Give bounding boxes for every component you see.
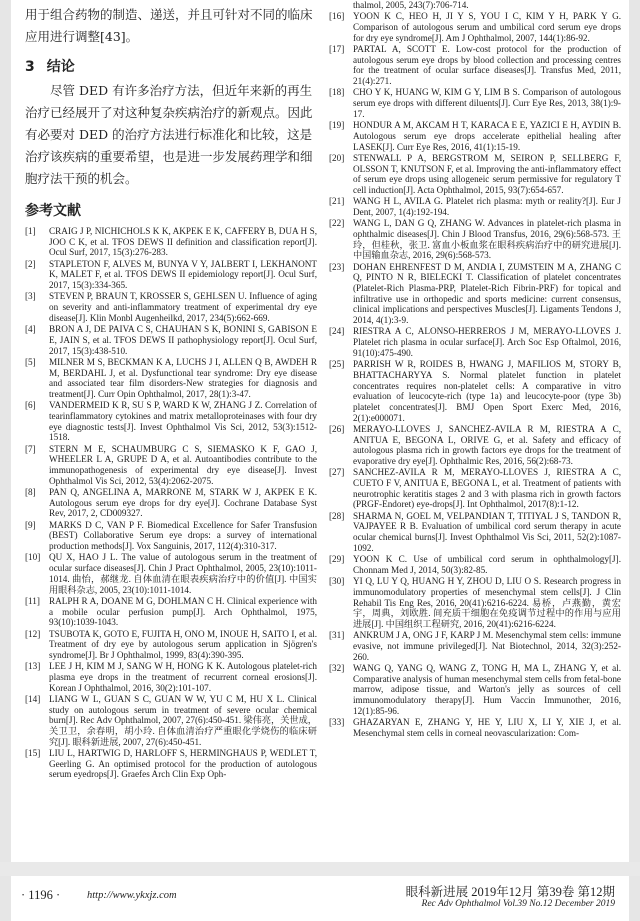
reference-item [25,694,317,748]
reference-number: [22] [329,218,345,229]
reference-text: MILNER M S, BECKMAN K A, LUCHS J I, ALLEN Q B, AWDEH R M, BERDAHL J, et al. Dysfunctional tear syndrome: Dry eye disease and associated tear film disorders-New strategies for diagnosis and treatment[J]. Curr Opin Ophthalmol, 2017, 28(1):3-47. [49,356,317,399]
reference-text: VANDERMEID K R, SU S P, WARD K W, ZHANG J Z. Correlation of tearinflammatory cytokines and matrix metalloproteinases with four dry eye diagnostic tests[J]. Invest Ophthalmol Vis Sci, 2012, 53(3):1512-1518. [49,400,317,443]
reference-number: [31] [329,630,345,641]
reference-item [329,424,621,467]
reference-item [329,717,621,738]
reference-text: BRON A J, DE PAIVA C S, CHAUHAN S K, BONINI S, GABISON E E, JAIN S, et al. TFOS DEWS II pathophysiology report[J]. Ocul Surf, 2017, 15(3):438-510. [49,324,317,356]
intro-continuation: 用于组合药物的制造、递送，并且可针对不同的临床应用进行调整[43]。 [25,7,313,44]
reference-list-right [329,0,621,739]
reference-text: STEVEN P, BRAUN T, KROSSER S, GEHLSEN U. Influence of aging on severity and anti-inflammatory treatment of experimental dry eye disease[J]. Klin Monbl Augenheilkd, 2017, 234(5):662-669. [49,291,317,323]
reference-item [329,44,621,87]
reference-number: [10] [25,552,41,563]
reference-text: LIU L, HARTWIG D, HARLOFF S, HERMINGHAUS P, WEDLET T, Geerling G. An optimised protocol for the production of autologous serum eyedrops[J]. Graefes Arch Clin Exp Oph- [49,748,317,780]
reference-number: [11] [25,595,40,606]
reference-item [329,359,621,423]
reference-text: HONDUR A M, AKCAM H T, KARACA E E, YAZICI E H, AYDIN B. Autologous serum eye drops accelerate epithelial healing after LASEK[J]. Curr Eye Res, 2016, 41(1):15-19. [353,120,621,152]
reference-text: PAN Q, ANGELINA A, MARRONE M, STARK W J, AKPEK E K. Autologous serum eye drops for dry eye[J]. Cochrane Database Syst Rev, 2017, 2, CD009327. [49,487,317,519]
reference-text: QU X, HAO J L. The value of autologous serum in the treatment of ocular surface diseases[J]. Chin J Pract Ophthalmol, 2005, 23(10):1011-1014. 曲怡，郝继龙. 自体血清在眼表疾病治疗中的价值[J]. 中国实用眼科杂志, 2005, 23(10):1011-1014. [49,552,317,595]
reference-item [25,324,317,356]
reference-item [25,226,317,258]
page-footer [11,876,629,921]
reference-text: STAPLETON F, ALVES M, BUNYA V Y, JALBERT I, LEKHANONT K, MALET F, et al. TFOS DEWS II epidemiology report[J]. Ocul Surf, 2017, 15(3):334-365. [49,258,317,291]
reference-number: [14] [25,693,41,704]
reference-item [25,487,317,519]
reference-item [329,11,621,43]
reference-number: [24] [329,326,345,337]
reference-item [329,87,621,119]
reference-number: [7] [25,443,36,454]
reference-number: [18] [329,87,345,98]
reference-text: PARTAL A, SCOTT E. Low-cost protocol for the production of autologous serum eye drops by blood collection and processing centres for the treatment of ocular surface diseases[J]. Transfus Med, 2011, 21(4):271. [353,44,621,87]
reference-item [329,153,621,196]
journal-url: http://www.ykxjz.com [87,890,177,901]
reference-text: STERN M E, SCHAUMBURG C S, SIEMASKO K F, GAO J, WHEELER L A, GRUPE D A, et al. Autoantibodies contribute to the immunopathogenesis of experimental dry eye disease[J]. Invest Ophthalmol Vis Sci, 2012, 53(4):2062-2075. [49,443,317,486]
reference-text: SANCHEZ-AVILA R M, MERAYO-LLOVES J, RIESTRA A C, CUETO F V, ANITUA E, BEGONA L, et al. Treatment of patients with neurotrophic keratitis stages 2 and 3 with plasma rich in growth factors (PRGF-Endoret) eye-drops[J]. Int Ophthalmol, 2017(8):1-12. [353,467,621,510]
reference-number: [2] [25,258,36,269]
reference-number: [20] [329,152,345,163]
reference-item [25,629,317,661]
reference-text: LEE J H, KIM M J, SANG W H, HONG K K. Autologous platelet-rich plasma eye drops in the treatment of recurrent corneal erosions[J]. Korean J Ophthalmol, 2016, 30(2):101-107. [49,661,317,693]
reference-item [25,520,317,552]
reference-number: [1] [25,226,36,236]
reference-number: [32] [329,662,345,673]
reference-text: CRAIG J P, NICHICHOLS K K, AKPEK E K, CAFFERY B, DUA H S, JOO C K, et al. TFOS DEWS II definition and classification report[J]. Ocul Surf, 2017, 15(3):276-283. [49,226,317,258]
reference-number [329,0,353,11]
reference-item [329,511,621,554]
reference-item [329,218,621,261]
page-gap [0,862,640,876]
reference-number: [25] [329,359,345,370]
reference-list-left [25,226,317,780]
reference-number: [28] [329,510,345,521]
reference-text: RALPH R A, DOANE M G, DOHLMAN C H. Clinical experience with a mobile ocular perfusion pump[J]. Arch Ophthalmol, 1975, 93(10):1039-1043. [49,595,317,628]
reference-number: [33] [329,717,345,728]
reference-number: [15] [25,748,41,759]
reference-number: [8] [25,487,36,498]
page-number: · 1196 · [21,888,61,902]
reference-text: PARRISH W R, ROIDES B, HWANG J, MAFILIOS M, STORY B, BHATTACHARYYA S. Normal platelet function in platelet concentrates requires non-platelet cells: A comparative in vitro evaluation of leucocyte-rich (type 1a) and leucocyte-poor (type 3b) platelet concentrates[J]. BMJ Open Sport Exerc Med, 2016, 2(1):e000071. [353,359,621,423]
reference-item [329,630,621,662]
reference-text: DOHAN EHRENFEST D M, ANDIA I, ZUMSTEIN M A, ZHANG C Q, PINTO N R, BIELECKI T. Classification of platelet concentrates (Platelet-Rich Plasma-PRP, Platelet-Rich Fibrin-PRF) for topical and infiltrative use in orthopedic and sports medicine: current consensus, clinical implications and perspectives Muscles[J]. Ligaments Tendons J, 2014, 4(1):3-9. [353,261,621,326]
reference-text: ANKRUM J A, ONG J F, KARP J M. Mesenchymal stem cells: immune evasive, not immune privileged[J]. Nat Biotechnol, 2014, 32(3):252-260. [353,630,621,662]
reference-text: MERAYO-LLOVES J, SANCHEZ-AVILA R M, RIESTRA A C, ANITUA E, BEGONA L, ORIVE G, et al. Safety and efficacy of autologous plasma rich in growth factors eye drops for the treatment of evaporative dry eye[J]. Ophthalmic Res, 2016, 56(2):68-73. [353,423,621,467]
reference-item [25,596,317,628]
reference-item [329,467,621,510]
section-number: 3 [25,59,35,75]
reference-item [329,554,621,575]
reference-item [25,661,317,693]
reference-text: GHAZARYAN E, ZHANG Y, HE Y, LIU X, LI Y, XIE J, et al. Mesenchymal stem cells in corneal neovascularization: Com- [353,717,621,738]
reference-number: [4] [25,324,36,335]
page [11,0,629,862]
reference-item [25,400,317,443]
reference-item [25,748,317,780]
reference-number: [13] [25,661,41,672]
reference-text: STENWALL P A, BERGSTROM M, SEIRON P, SELLBERG F, OLSSON T, KNUTSON F, et al. Improving the anti-inflammatory effect of serum eye drops using allogeneic serum permissive for regulatory T cell induction[J]. Acta Ophthalmol, 2015, 93(7):654-657. [353,152,621,195]
reference-number: [5] [25,356,36,367]
right-column [329,0,621,739]
reference-number: [6] [25,400,36,411]
journal-info-cn: 眼科新进展 2019年12月 第39卷 第12期 [405,885,615,899]
reference-text: CHO Y K, HUANG W, KIM G Y, LIM B S. Comparison of autologous serum eye drops with different diluents[J]. Curr Eye Res, 2013, 38(1):9-17. [353,87,621,119]
reference-text: YOON K C, HEO H, JI Y S, YOU I C, KIM Y H, PARK Y G. Comparison of autologous serum and umbilical cord serum eye drops for dry eye syndrome[J]. Am J Ophthalmol, 2007, 144(1):86-92. [353,11,621,43]
reference-number: [17] [329,44,345,54]
left-column [25,0,317,781]
reference-item [25,259,317,291]
reference-item [25,444,317,487]
reference-item [25,357,317,400]
reference-item [25,291,317,323]
reference-item [329,576,621,630]
reference-item [329,663,621,717]
reference-item [329,196,621,217]
reference-number: [3] [25,291,36,302]
reference-item [329,0,621,11]
section-title: 结论 [46,59,75,75]
reference-text: RIESTRA A C, ALONSO-HERREROS J M, MERAYO-LLOVES J. Platelet rich plasma in ocular surface[J]. Arch Soc Esp Oftalmol, 2016, 91(10):475-490. [353,326,621,358]
reference-number: [21] [329,196,345,207]
reference-text: YI Q, LU Y Q, HUANG H Y, ZHOU D, LIU O S. Research progress in immunomodulatory properties of mesenchymal stem cells[J]. J Clin Rehabil Tis Eng Res, 2016, 20(41):6216-6224. 易桥，卢燕勤，黄宏宇，周典，刘欧胜. 间充质干细胞在免疫调节过程中的作用与应用进展[J]. 中国组织工程研究, 2016, 20(41):6216-6224. [353,576,621,629]
reference-text: thalmol, 2005, 243(7):706-714. [353,0,469,10]
reference-text: WANG H L, AVILA G. Platelet rich plasma: myth or reality?[J]. Eur J Dent, 2007, 1(4):192-194. [353,196,621,217]
reference-number: [19] [329,120,345,131]
reference-text: SHARMA N, GOEL M, VELPANDIAN T, TITIYAL J S, TANDON R, VAJPAYEE R B. Evaluation of umbilical cord serum therapy in acute ocular chemical burns[J]. Invest Ophthalmol Vis Sci, 2011, 52(2):1087-1092. [353,510,621,553]
reference-number: [23] [329,261,345,272]
reference-text: YOON K C. Use of umbilical cord serum in ophthalmology[J]. Chonnam Med J, 2014, 50(3):82-85. [353,554,621,575]
reference-item [329,120,621,152]
reference-number: [30] [329,576,345,587]
reference-number: [27] [329,467,345,478]
reference-number: [12] [25,628,41,639]
conclusion-paragraph: 尽管 DED 有许多治疗方法，但近年来新的再生治疗已经展开了对这种复杂疾病治疗的新观点。因此有必要对 DED 的治疗方法进行标准化和比较，这是治疗该疾病的重要希望，也是进一步发展药理学和细胞疗法干预的机会。 [25,83,313,186]
reference-text: TSUBOTA K, GOTO E, FUJITA H, ONO M, INOUE H, SAITO I, et al. Treatment of dry eye by autologous serum application in Sjögren's syndrome[J]. Br J Ophthalmol, 1999, 83(4):390-395. [49,628,317,660]
reference-text: LIANG W L, GUAN S C, GUAN W W, YU C M, HU X L. Clinical study on autologous serum in treatment of severe ocular chemical burn[J]. Rec Adv Ophthalmol, 2007, 27(6):450-451. 梁伟亮，关世成，关卫卫，余春明，胡小玲. 自体血清治疗严重眼化学烧伤的临床研究[J]. 眼科新进展, 2007, 27(6):450-451. [49,693,317,747]
reference-number: [9] [25,519,36,530]
reference-item [329,326,621,358]
reference-text: MARKS D C, VAN P F. Biomedical Excellence for Safer Transfusion (BEST) Collaborative Serum eye drops: a survey of international production methods[J]. Vox Sanguinis, 2017, 112(4):310-317. [49,519,317,552]
reference-number: [16] [329,11,345,22]
reference-text: WANG Q, YANG Q, WANG Z, TONG H, MA L, ZHANG Y, et al. Comparative analysis of human mesenchymal stem cells from fetal-bone marrow, adipose tissue, and Warton's jelly as sources of cell immunomodulatory therapy[J]. Hum Vaccin Immunother, 2016, 12(1):85-96. [353,662,621,716]
reference-text: WANG L, DAN G Q, ZHANG W. Advances in platelet-rich plasma in ophthalmic diseases[J]. Chin J Blood Transfus, 2016, 29(6):568-573. 王玲，但桂秋，张卫. 富血小板血浆在眼科疾病治疗中的研究进展[J]. 中国输血杂志, 2016, 29(6):568-573. [353,218,621,261]
references-heading: 参考文献 [25,203,81,219]
reference-item [25,552,317,595]
section-heading [25,56,317,76]
journal-info-en: Rec Adv Ophthalmol Vol.39 No.12 December 2019 [421,899,615,909]
reference-item [329,262,621,326]
reference-number: [26] [329,423,345,434]
reference-number: [29] [329,554,345,565]
